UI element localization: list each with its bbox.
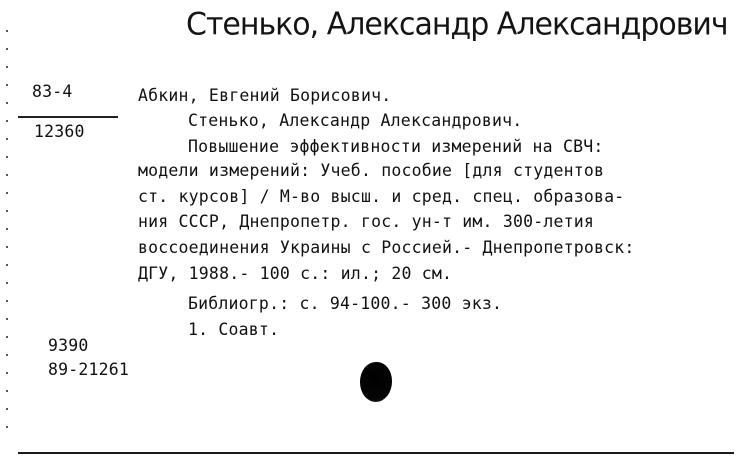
imprint-line: ДГУ, 1988.- 100 с.: ил.; 20 см. (138, 264, 453, 283)
perforation-marks (6, 30, 8, 430)
tracing-line: 1. Соавт. (188, 320, 280, 339)
publisher-line: воссоединения Украины с Россией.- Днепропетровск: (138, 238, 635, 257)
card-number: 9390 (48, 336, 89, 355)
ink-blot (360, 362, 392, 402)
author-line: Абкин, Евгений Борисович. (138, 86, 392, 105)
bottom-rule (18, 452, 734, 454)
shelf-mark-underline (18, 116, 118, 118)
title-line: Повышение эффективности измерений на СВЧ: (188, 137, 604, 156)
shelf-mark: 83-4 (32, 82, 73, 101)
description-line: ния СССР, Днепропетр. гос. ун-т им. 300-летия (138, 212, 595, 231)
coauthor-line: Стенько, Александр Александрович. (188, 111, 523, 130)
registration-number: 89-21261 (48, 360, 130, 379)
inventory-number: 12360 (34, 122, 85, 141)
handwritten-heading: Стенько, Александр Александрович (186, 6, 728, 43)
description-line: ст. курсов] / М-во высш. и сред. спец. образова- (138, 187, 625, 206)
description-line: модели измерений: Учеб. пособие [для студентов (138, 161, 605, 180)
bibliography-line: Библиогр.: с. 94-100.- 300 экз. (188, 294, 503, 313)
